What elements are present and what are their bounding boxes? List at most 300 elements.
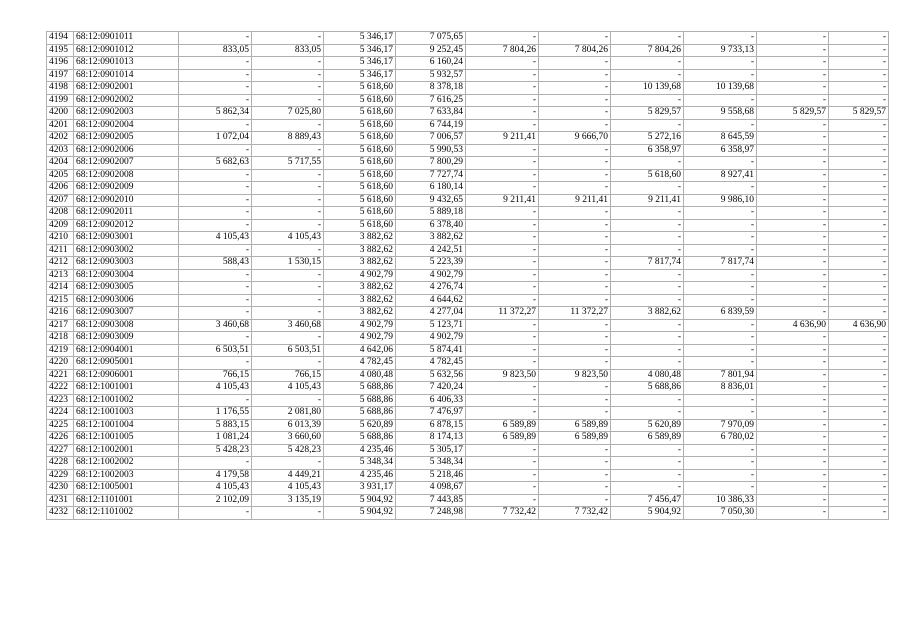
row-number-cell: 4204 (47, 157, 74, 170)
value-cell: - (539, 394, 611, 407)
value-cell: - (539, 94, 611, 107)
table-row (47, 357, 889, 370)
value-cell: 4 902,79 (324, 332, 396, 345)
value-cell: 4 449,21 (252, 469, 324, 482)
value-cell: - (684, 57, 757, 70)
value-cell: 3 135,19 (252, 494, 324, 507)
value-cell: - (252, 219, 324, 232)
table-row (47, 419, 889, 432)
value-cell: - (611, 57, 684, 70)
value-cell: 7 025,80 (252, 107, 324, 120)
value-cell: - (829, 332, 889, 345)
value-cell: 11 372,27 (539, 307, 611, 320)
value-cell: - (179, 332, 252, 345)
value-cell: 4 242,51 (396, 244, 466, 257)
value-cell: - (179, 194, 252, 207)
value-cell: - (539, 169, 611, 182)
value-cell: 9 211,41 (611, 194, 684, 207)
value-cell: - (684, 207, 757, 220)
value-cell: - (466, 57, 539, 70)
value-cell: - (829, 407, 889, 420)
value-cell: - (829, 444, 889, 457)
value-cell: 7 804,26 (611, 44, 684, 57)
table-row (47, 194, 889, 207)
value-cell: - (611, 244, 684, 257)
value-cell: - (539, 257, 611, 270)
cadastral-number-cell: 68:12:0902003 (74, 107, 179, 120)
value-cell: 6 589,89 (466, 432, 539, 445)
table-row (47, 344, 889, 357)
value-cell: - (252, 69, 324, 82)
value-cell: 833,05 (252, 44, 324, 57)
value-cell: 3 460,68 (252, 319, 324, 332)
value-cell: 3 460,68 (179, 319, 252, 332)
value-cell: 4 636,90 (757, 319, 829, 332)
value-cell: - (539, 82, 611, 95)
value-cell: - (757, 82, 829, 95)
value-cell: - (757, 232, 829, 245)
value-cell: - (252, 282, 324, 295)
value-cell: 3 882,62 (324, 307, 396, 320)
value-cell: 5 218,46 (396, 469, 466, 482)
value-cell: 7 804,26 (539, 44, 611, 57)
value-cell: - (829, 307, 889, 320)
cadastral-number-cell: 68:12:0902008 (74, 169, 179, 182)
data-table (46, 31, 889, 520)
value-cell: 5 904,92 (324, 494, 396, 507)
row-number-cell: 4209 (47, 219, 74, 232)
value-cell: - (179, 32, 252, 45)
value-cell: 4 902,79 (324, 319, 396, 332)
value-cell: - (829, 244, 889, 257)
value-cell: 3 931,17 (324, 482, 396, 495)
cadastral-number-cell: 68:12:0902006 (74, 144, 179, 157)
value-cell: 8 378,18 (396, 82, 466, 95)
value-cell: - (684, 69, 757, 82)
value-cell: - (539, 482, 611, 495)
value-cell: 5 223,39 (396, 257, 466, 270)
value-cell: 5 618,60 (324, 132, 396, 145)
row-number-cell: 4211 (47, 244, 74, 257)
value-cell: - (539, 144, 611, 157)
value-cell: - (684, 32, 757, 45)
table-row (47, 219, 889, 232)
value-cell: 3 882,62 (324, 257, 396, 270)
value-cell: 5 272,16 (611, 132, 684, 145)
value-cell: - (466, 32, 539, 45)
value-cell: 7 075,65 (396, 32, 466, 45)
value-cell: - (252, 182, 324, 195)
value-cell: - (539, 282, 611, 295)
value-cell: 3 882,62 (324, 294, 396, 307)
value-cell: 4 782,45 (396, 357, 466, 370)
value-cell: 7 616,25 (396, 94, 466, 107)
value-cell: - (829, 219, 889, 232)
value-cell: - (252, 119, 324, 132)
table-row (47, 257, 889, 270)
value-cell: 10 139,68 (611, 82, 684, 95)
value-cell: - (179, 394, 252, 407)
value-cell: - (611, 119, 684, 132)
value-cell: 7 420,24 (396, 382, 466, 395)
table-row (47, 232, 889, 245)
value-cell: 7 050,30 (684, 507, 757, 520)
value-cell: - (757, 144, 829, 157)
row-number-cell: 4226 (47, 432, 74, 445)
value-cell: 4 105,43 (252, 482, 324, 495)
value-cell: 5 618,60 (324, 207, 396, 220)
value-cell: 5 688,86 (324, 394, 396, 407)
value-cell: - (829, 144, 889, 157)
value-cell: - (829, 394, 889, 407)
value-cell: - (757, 282, 829, 295)
value-cell: - (829, 494, 889, 507)
value-cell: - (757, 132, 829, 145)
value-cell: - (829, 457, 889, 470)
value-cell: 6 180,14 (396, 182, 466, 195)
value-cell: - (466, 444, 539, 457)
value-cell: - (829, 432, 889, 445)
cadastral-number-cell: 68:12:1001001 (74, 382, 179, 395)
value-cell: - (466, 269, 539, 282)
value-cell: - (611, 157, 684, 170)
cadastral-number-cell: 68:12:0902004 (74, 119, 179, 132)
row-number-cell: 4200 (47, 107, 74, 120)
value-cell: - (539, 219, 611, 232)
value-cell: 1 072,04 (179, 132, 252, 145)
row-number-cell: 4196 (47, 57, 74, 70)
value-cell: 6 013,39 (252, 419, 324, 432)
value-cell: - (829, 269, 889, 282)
value-cell: - (252, 457, 324, 470)
value-cell: - (179, 282, 252, 295)
value-cell: 7 456,47 (611, 494, 684, 507)
value-cell: 5 618,60 (324, 82, 396, 95)
table-body (47, 32, 889, 520)
value-cell: - (466, 344, 539, 357)
value-cell: - (684, 394, 757, 407)
row-number-cell: 4202 (47, 132, 74, 145)
row-number-cell: 4229 (47, 469, 74, 482)
row-number-cell: 4225 (47, 419, 74, 432)
value-cell: - (252, 169, 324, 182)
value-cell: 4 105,43 (179, 382, 252, 395)
value-cell: - (611, 469, 684, 482)
value-cell: - (611, 444, 684, 457)
value-cell: - (539, 32, 611, 45)
table-row (47, 82, 889, 95)
value-cell: 7 804,26 (466, 44, 539, 57)
cadastral-number-cell: 68:12:1002003 (74, 469, 179, 482)
cadastral-number-cell: 68:12:0902009 (74, 182, 179, 195)
value-cell: - (466, 407, 539, 420)
value-cell: 6 780,02 (684, 432, 757, 445)
value-cell: - (611, 357, 684, 370)
cadastral-number-cell: 68:12:0901014 (74, 69, 179, 82)
value-cell: 4 642,06 (324, 344, 396, 357)
value-cell: 5 620,89 (324, 419, 396, 432)
value-cell: - (539, 182, 611, 195)
value-cell: - (757, 207, 829, 220)
value-cell: - (179, 119, 252, 132)
value-cell: - (252, 307, 324, 320)
value-cell: - (757, 182, 829, 195)
value-cell: - (757, 469, 829, 482)
value-cell: - (252, 207, 324, 220)
value-cell: - (466, 82, 539, 95)
value-cell: - (466, 469, 539, 482)
cadastral-number-cell: 68:12:0902007 (74, 157, 179, 170)
value-cell: 4 636,90 (829, 319, 889, 332)
value-cell: - (179, 57, 252, 70)
value-cell: - (252, 32, 324, 45)
value-cell: - (539, 319, 611, 332)
value-cell: - (757, 432, 829, 445)
value-cell: 9 558,68 (684, 107, 757, 120)
value-cell: 9 823,50 (539, 369, 611, 382)
value-cell: - (684, 232, 757, 245)
value-cell: - (684, 282, 757, 295)
value-cell: - (252, 144, 324, 157)
table-row (47, 57, 889, 70)
value-cell: 6 503,51 (179, 344, 252, 357)
value-cell: - (179, 294, 252, 307)
value-cell: - (611, 69, 684, 82)
row-number-cell: 4199 (47, 94, 74, 107)
row-number-cell: 4197 (47, 69, 74, 82)
value-cell: 5 932,57 (396, 69, 466, 82)
cadastral-number-cell: 68:12:0901012 (74, 44, 179, 57)
value-cell: 7 727,74 (396, 169, 466, 182)
value-cell: 5 904,92 (611, 507, 684, 520)
value-cell: 1 530,15 (252, 257, 324, 270)
table-row (47, 44, 889, 57)
cadastral-number-cell: 68:12:0903005 (74, 282, 179, 295)
value-cell: - (179, 457, 252, 470)
value-cell: 7 633,84 (396, 107, 466, 120)
value-cell: - (829, 382, 889, 395)
value-cell: 4 105,43 (179, 482, 252, 495)
value-cell: - (179, 69, 252, 82)
cadastral-number-cell: 68:12:0903009 (74, 332, 179, 345)
value-cell: - (179, 207, 252, 220)
value-cell: - (539, 119, 611, 132)
row-number-cell: 4220 (47, 357, 74, 370)
cadastral-number-cell: 68:12:0902010 (74, 194, 179, 207)
cadastral-number-cell: 68:12:0905001 (74, 357, 179, 370)
value-cell: 6 589,89 (539, 419, 611, 432)
value-cell: 3 882,62 (611, 307, 684, 320)
value-cell: - (466, 119, 539, 132)
value-cell: 5 874,41 (396, 344, 466, 357)
table-row (47, 144, 889, 157)
cadastral-number-cell: 68:12:0903007 (74, 307, 179, 320)
cadastral-number-cell: 68:12:1002002 (74, 457, 179, 470)
row-number-cell: 4223 (47, 394, 74, 407)
value-cell: 10 386,33 (684, 494, 757, 507)
table-row (47, 369, 889, 382)
value-cell: - (611, 332, 684, 345)
value-cell: - (611, 457, 684, 470)
table-row (47, 444, 889, 457)
value-cell: 7 970,09 (684, 419, 757, 432)
value-cell: 5 618,60 (324, 107, 396, 120)
table-row (47, 244, 889, 257)
value-cell: - (539, 107, 611, 120)
value-cell: 5 688,86 (324, 382, 396, 395)
value-cell: - (466, 457, 539, 470)
value-cell: - (684, 357, 757, 370)
value-cell: - (611, 232, 684, 245)
value-cell: 5 618,60 (611, 169, 684, 182)
table-row (47, 494, 889, 507)
cadastral-number-cell: 68:12:1001003 (74, 407, 179, 420)
value-cell: - (466, 257, 539, 270)
value-cell: 4 080,48 (611, 369, 684, 382)
value-cell: 5 632,56 (396, 369, 466, 382)
value-cell: 4 902,79 (396, 332, 466, 345)
value-cell: - (539, 207, 611, 220)
value-cell: 9 432,65 (396, 194, 466, 207)
value-cell: - (829, 157, 889, 170)
value-cell: - (684, 444, 757, 457)
value-cell: - (611, 319, 684, 332)
value-cell: 4 902,79 (324, 269, 396, 282)
value-cell: 6 839,59 (684, 307, 757, 320)
value-cell: - (539, 244, 611, 257)
cadastral-number-cell: 68:12:0902005 (74, 132, 179, 145)
value-cell: - (829, 32, 889, 45)
value-cell: 11 372,27 (466, 307, 539, 320)
value-cell: - (252, 94, 324, 107)
value-cell: - (757, 169, 829, 182)
value-cell: - (611, 32, 684, 45)
value-cell: 1 176,55 (179, 407, 252, 420)
cadastral-number-cell: 68:12:1101002 (74, 507, 179, 520)
value-cell: - (829, 369, 889, 382)
row-number-cell: 4216 (47, 307, 74, 320)
value-cell: - (611, 269, 684, 282)
value-cell: - (539, 294, 611, 307)
row-number-cell: 4219 (47, 344, 74, 357)
row-number-cell: 4217 (47, 319, 74, 332)
value-cell: - (757, 44, 829, 57)
value-cell: 7 732,42 (466, 507, 539, 520)
table-row (47, 269, 889, 282)
value-cell: - (539, 57, 611, 70)
value-cell: - (466, 282, 539, 295)
table-row (47, 394, 889, 407)
value-cell: 6 878,15 (396, 419, 466, 432)
value-cell: 6 160,24 (396, 57, 466, 70)
cadastral-number-cell: 68:12:0903003 (74, 257, 179, 270)
value-cell: 5 618,60 (324, 169, 396, 182)
value-cell: 588,43 (179, 257, 252, 270)
value-cell: - (829, 119, 889, 132)
value-cell: - (757, 494, 829, 507)
value-cell: 4 105,43 (252, 232, 324, 245)
row-number-cell: 4207 (47, 194, 74, 207)
table-row (47, 507, 889, 520)
value-cell: - (252, 357, 324, 370)
value-cell: - (466, 482, 539, 495)
row-number-cell: 4215 (47, 294, 74, 307)
value-cell: - (684, 182, 757, 195)
value-cell: - (539, 357, 611, 370)
value-cell: - (539, 232, 611, 245)
row-number-cell: 4208 (47, 207, 74, 220)
value-cell: - (611, 282, 684, 295)
value-cell: 4 235,46 (324, 469, 396, 482)
value-cell: - (539, 332, 611, 345)
value-cell: - (539, 382, 611, 395)
value-cell: - (757, 57, 829, 70)
value-cell: 4 644,62 (396, 294, 466, 307)
value-cell: - (611, 407, 684, 420)
value-cell: - (757, 344, 829, 357)
table-row (47, 107, 889, 120)
cadastral-number-cell: 68:12:0902002 (74, 94, 179, 107)
value-cell: - (252, 82, 324, 95)
value-cell: - (829, 257, 889, 270)
row-number-cell: 4230 (47, 482, 74, 495)
value-cell: - (684, 319, 757, 332)
table-row (47, 69, 889, 82)
value-cell: 5 346,17 (324, 57, 396, 70)
value-cell: - (829, 44, 889, 57)
value-cell: - (252, 507, 324, 520)
value-cell: 5 990,53 (396, 144, 466, 157)
value-cell: - (466, 144, 539, 157)
value-cell: 4 902,79 (396, 269, 466, 282)
row-number-cell: 4214 (47, 282, 74, 295)
table-row (47, 207, 889, 220)
value-cell: 3 882,62 (324, 244, 396, 257)
value-cell: - (757, 157, 829, 170)
value-cell: 2 102,09 (179, 494, 252, 507)
value-cell: 4 235,46 (324, 444, 396, 457)
row-number-cell: 4232 (47, 507, 74, 520)
value-cell: - (179, 82, 252, 95)
value-cell: - (684, 269, 757, 282)
value-cell: 8 645,59 (684, 132, 757, 145)
value-cell: - (539, 407, 611, 420)
value-cell: - (466, 494, 539, 507)
value-cell: 7 801,94 (684, 369, 757, 382)
value-cell: - (179, 307, 252, 320)
value-cell: - (611, 482, 684, 495)
value-cell: 9 823,50 (466, 369, 539, 382)
value-cell: - (829, 207, 889, 220)
cadastral-number-cell: 68:12:0901011 (74, 32, 179, 45)
value-cell: 4 105,43 (252, 382, 324, 395)
table-row (47, 332, 889, 345)
value-cell: 5 618,60 (324, 219, 396, 232)
value-cell: 9 986,10 (684, 194, 757, 207)
value-cell: 3 882,62 (324, 232, 396, 245)
row-number-cell: 4227 (47, 444, 74, 457)
value-cell: 7 443,85 (396, 494, 466, 507)
value-cell: 4 105,43 (179, 232, 252, 245)
value-cell: - (684, 332, 757, 345)
value-cell: - (179, 269, 252, 282)
value-cell: - (757, 394, 829, 407)
table-row (47, 182, 889, 195)
value-cell: - (757, 419, 829, 432)
cadastral-number-cell: 68:12:0906001 (74, 369, 179, 382)
table-row (47, 169, 889, 182)
value-cell: 6 503,51 (252, 344, 324, 357)
